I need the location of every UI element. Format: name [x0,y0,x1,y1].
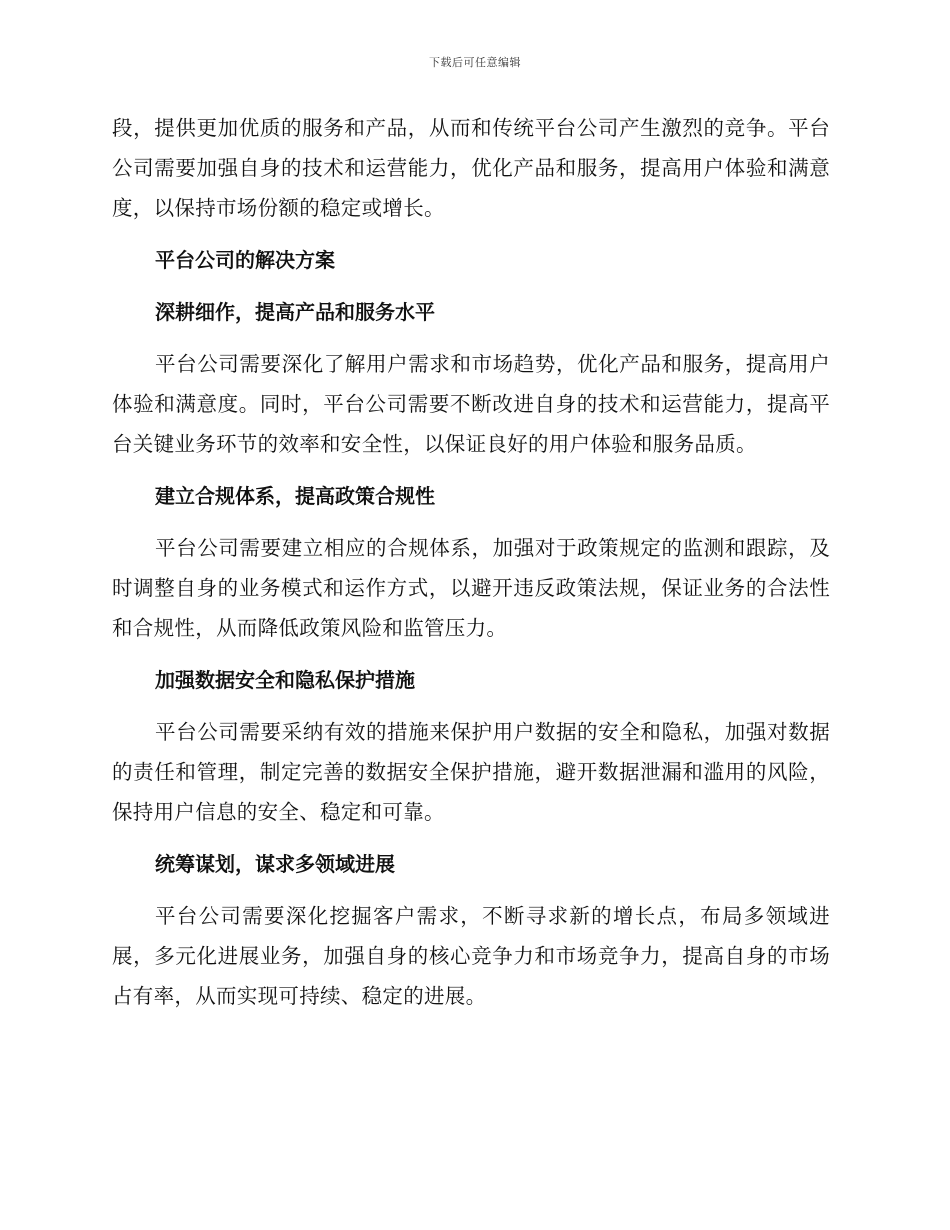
section-heading-solutions: 平台公司的解决方案 [155,248,335,272]
document-body [112,108,830,1016]
paragraph-data-security: 平台公司需要采纳有效的措施来保护用户数据的安全和隐私，加强对数据的责任和管理，制定完善的数据安全保护措施，避开数据泄漏和滥用的风险，保持用户信息的安全、稳定和可靠。 [112,720,830,824]
paragraph-multi-domain: 平台公司需要深化挖掘客户需求，不断寻求新的增长点，布局多领域进展，多元化进展业务，加强自身的核心竞争力和市场竞争力，提高自身的市场占有率，从而实现可持续、稳定的进展。 [112,904,830,1008]
subheading-compliance: 建立合规体系，提高政策合规性 [155,484,435,508]
paragraph-compliance: 平台公司需要建立相应的合规体系，加强对于政策规定的监测和跟踪，及时调整自身的业务模式和运作方式，以避开违反政策法规，保证业务的合法性和合规性，从而降低政策风险和监管压力。 [112,536,830,640]
subheading-products-services: 深耕细作，提高产品和服务水平 [155,300,435,324]
subheading-multi-domain: 统筹谋划，谋求多领域进展 [155,852,395,876]
header-note: 下载后可任意编辑 [429,56,521,69]
paragraph-products-services: 平台公司需要深化了解用户需求和市场趋势，优化产品和服务，提高用户体验和满意度。同时，平台公司需要不断改进自身的技术和运营能力，提高平台关键业务环节的效率和安全性，以保证良好的用户体验和服务品质。 [112,352,830,456]
intro-paragraph: 段，提供更加优质的服务和产品，从而和传统平台公司产生激烈的竞争。平台公司需要加强自身的技术和运营能力，优化产品和服务，提高用户体验和满意度，以保持市场份额的稳定或增长。 [112,116,830,220]
subheading-data-security: 加强数据安全和隐私保护措施 [155,668,415,692]
